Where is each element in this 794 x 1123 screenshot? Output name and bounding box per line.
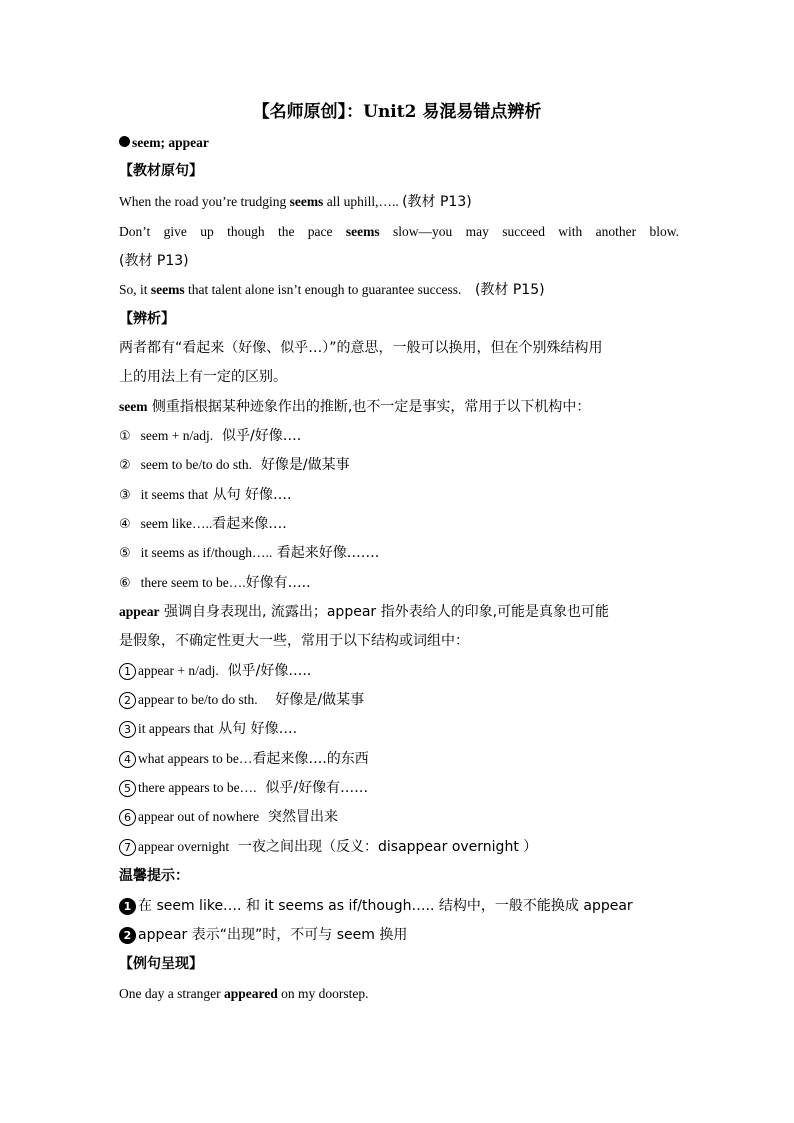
section-examples: 【例句呈现】	[119, 956, 203, 972]
keyword: seems	[345, 224, 380, 239]
textbook-sentence-2: Don’t give up though the pace seems slow—you may succeed with another blow.	[119, 224, 680, 239]
keyword: appeared	[223, 986, 278, 1001]
bullet-icon	[119, 136, 130, 147]
appear-item: 4 what appears to be…看起来像….的东西	[119, 749, 679, 769]
textbook-sentence-1: When the road you’re trudging seems all uphill,….. (教材 P13)	[119, 194, 472, 210]
appear-description: appear 强调自身表现出, 流露出；appear 指外表给人的印象,可能是真象也可能	[119, 604, 610, 620]
seem-item: ④ seem like…..看起来像….	[119, 516, 287, 532]
example-sentence: One day a stranger appeared on my doorstep.	[119, 986, 369, 1001]
analysis-intro-line-2: 上的用法上有一定的区别。	[119, 369, 287, 385]
tip-item: 2 appear 表示“出现”时，不可与 seem 换用	[119, 925, 679, 945]
appear-description-cont: 是假象，不确定性更大一些，常用于以下结构或词组中：	[119, 633, 469, 649]
analysis-intro-line-1: 两者都有“看起来（好像、似乎…）”的意思，一般可以换用，但在个别殊结构用	[119, 340, 603, 356]
seem-item: ② seem to be/to do sth. 好像是/做某事	[119, 457, 350, 473]
appear-item: 5 there appears to be…. 似乎/好像有……	[119, 778, 679, 798]
seem-item: ③ it seems that 从句 好像….	[119, 487, 292, 503]
topic-text: seem; appear	[132, 135, 209, 150]
section-tips: 温馨提示：	[119, 868, 189, 884]
tip-item: 1 在 seem like…. 和 it seems as if/though….. 结构中，一般不能换成 appear	[119, 896, 679, 916]
keyword: seems	[289, 194, 324, 209]
appear-word: appear	[119, 604, 160, 619]
section-textbook: 【教材原句】	[119, 163, 203, 179]
seem-description: seem 侧重指根据某种迹象作出的推断,也不一定是事实，常用于以下机构中：	[119, 399, 591, 415]
textbook-sentence-3: So, it seems that talent alone isn’t enough to guarantee success. (教材 P15)	[119, 282, 545, 298]
textbook-sentence-2-source: (教材 P13)	[119, 253, 189, 269]
appear-item: 6 appear out of nowhere 突然冒出来	[119, 807, 679, 827]
appear-item: 2 appear to be/to do sth. 好像是/做某事	[119, 690, 679, 710]
topic-heading	[119, 133, 679, 153]
keyword: seems	[150, 282, 185, 297]
seem-item: ⑤ it seems as if/though….. 看起来好像…….	[119, 545, 380, 561]
appear-item: 3 it appears that 从句 好像….	[119, 719, 679, 739]
seem-item: ① seem + n/adj. 似乎/好像….	[119, 428, 302, 444]
seem-word: seem	[119, 399, 148, 414]
appear-item: 7 appear overnight 一夜之间出现（反义：disappear overnight ）	[119, 837, 679, 857]
section-analysis: 【辨析】	[119, 311, 175, 327]
page-title: 【名师原创】：Unit2 易混易错点辨析	[252, 102, 542, 122]
appear-item: 1 appear + n/adj. 似乎/好像…..	[119, 661, 679, 681]
seem-item: ⑥ there seem to be….好像有…..	[119, 575, 311, 591]
